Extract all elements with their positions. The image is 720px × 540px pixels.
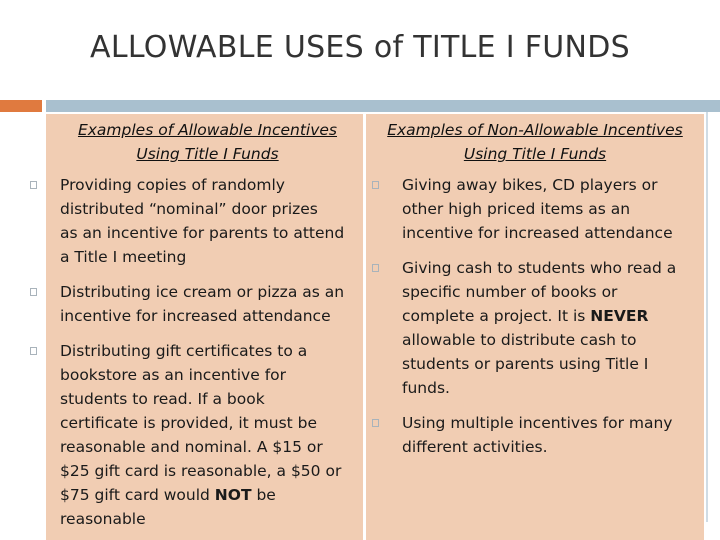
list-item-line: incentive for increased attendance — [402, 224, 673, 242]
list-item-line: reasonable — [60, 510, 146, 528]
non-allowable-column — [366, 114, 704, 540]
emphasis-text: NOT — [214, 486, 252, 504]
list-item-line: other high priced items as an — [402, 200, 631, 218]
non-allowable-heading — [366, 118, 704, 166]
slide-title: ALLOWABLE USES of TITLE I FUNDS — [90, 30, 630, 65]
square-bullet-icon — [30, 288, 37, 296]
list-item — [60, 173, 360, 269]
list-item-line: as an incentive for parents to attend — [60, 224, 345, 242]
accent-line-right — [706, 102, 708, 522]
list-item-line: different activities. — [402, 438, 548, 456]
list-item-line: Giving cash to students who read a — [402, 259, 677, 277]
non-allowable-heading-line-2: Using Title I Funds — [463, 145, 607, 163]
list-item-line: funds. — [402, 379, 450, 397]
list-item — [60, 339, 360, 531]
list-item — [402, 256, 702, 400]
list-item — [402, 173, 702, 245]
list-item — [402, 411, 702, 459]
square-bullet-icon — [30, 181, 37, 189]
allowable-column — [46, 114, 363, 540]
list-item-line: Using multiple incentives for many — [402, 414, 673, 432]
emphasis-text: NEVER — [590, 307, 649, 325]
list-item-line: Providing copies of randomly — [60, 176, 285, 194]
allowable-heading-line-1: Examples of Allowable Incentives — [77, 121, 338, 139]
list-item — [60, 280, 360, 328]
list-item-line: bookstore as an incentive for — [60, 366, 287, 384]
allowable-list — [60, 173, 360, 531]
accent-bar-orange — [0, 100, 42, 112]
list-item-line: Distributing ice cream or pizza as an — [60, 283, 345, 301]
list-item-line: allowable to distribute cash to — [402, 331, 637, 349]
list-item-line: Distributing gift certificates to a — [60, 342, 308, 360]
list-item-line: Giving away bikes, CD players or — [402, 176, 658, 194]
accent-bar-blue — [46, 100, 720, 112]
list-item-line: reasonable and nominal. A $15 or — [60, 438, 323, 456]
list-item-line: incentive for increased attendance — [60, 307, 331, 325]
list-item-line: certificate is provided, it must be — [60, 414, 318, 432]
square-bullet-icon — [372, 181, 379, 189]
list-item-line: students to read. If a book — [60, 390, 265, 408]
list-item-line: $25 gift card is reasonable, a $50 or — [60, 462, 342, 480]
list-item-line: a Title I meeting — [60, 248, 187, 266]
list-item-line: distributed “nominal” door prizes — [60, 200, 318, 218]
square-bullet-icon — [372, 419, 379, 427]
allowable-heading-line-2: Using Title I Funds — [136, 145, 279, 163]
allowable-heading — [46, 118, 369, 166]
square-bullet-icon — [372, 264, 379, 272]
non-allowable-heading-line-1: Examples of Non-Allowable Incentives — [387, 121, 683, 139]
square-bullet-icon — [30, 347, 37, 355]
non-allowable-list — [402, 173, 702, 459]
list-item-line: specific number of books or — [402, 283, 618, 301]
list-item-line: complete a project. It is NEVER — [402, 307, 649, 325]
list-item-line: students or parents using Title I — [402, 355, 649, 373]
list-item-line: $75 gift card would NOT be — [60, 486, 276, 504]
